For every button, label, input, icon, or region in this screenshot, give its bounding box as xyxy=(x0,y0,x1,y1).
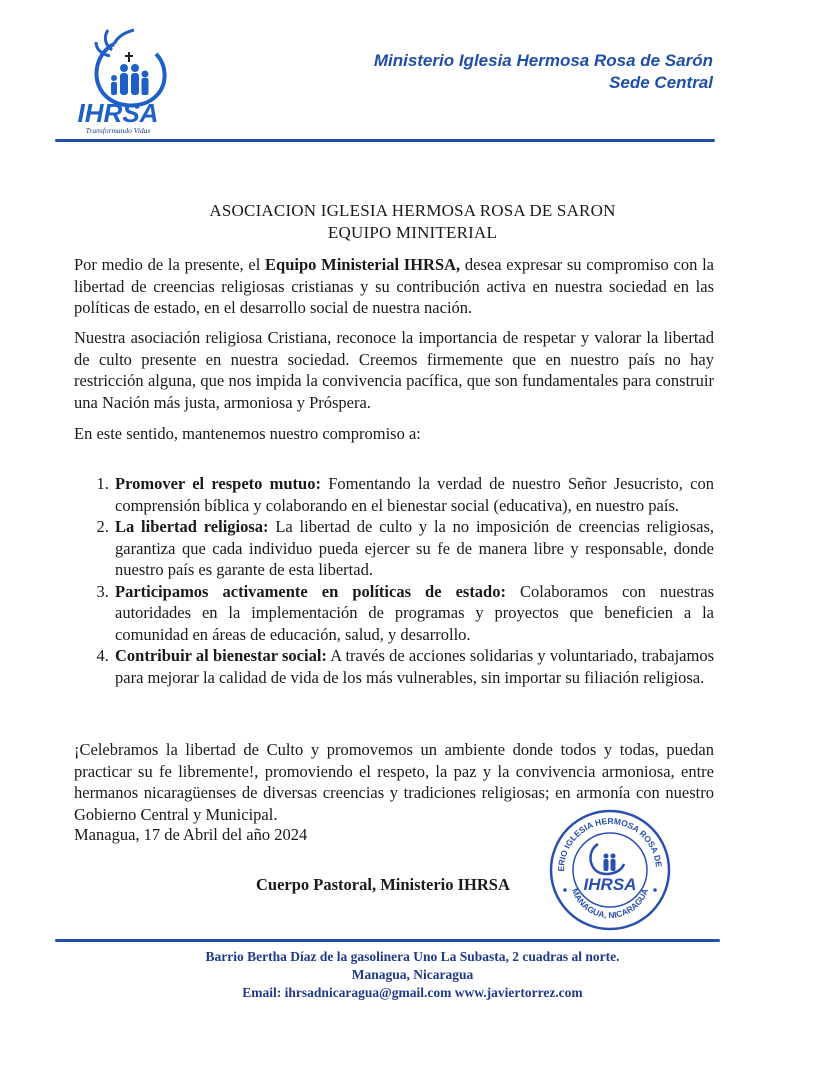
intro-text-end: desea expresar su compromiso con la libertad de creencias religiosas cristianas y su contribución activa en nuestra sociedad en las políticas de estado, en el desarrollo social de nuestra nación. xyxy=(74,255,714,317)
footer-contact xyxy=(0,984,825,1002)
commitment-title: Promover el respeto mutuo: xyxy=(115,474,321,493)
list-item xyxy=(113,581,714,646)
footer-email-label: Email: xyxy=(242,985,282,1000)
commitment-text: A través de acciones solidarias y voluntariado, trabajamos para mejorar la calidad de vida de los más vulnerables, sin importar su filiación religiosa. xyxy=(115,646,714,687)
document-date: Managua, 17 de Abril del año 2024 xyxy=(74,825,308,844)
list-item xyxy=(113,645,714,688)
commitment-text: Colaboramos con nuestras autoridades en la implementación de programas y proyectos que beneficien a la comunidad en áreas de educación, salud, y desarrollo. xyxy=(115,581,714,644)
ihrsa-logo xyxy=(74,24,194,136)
seal-center-text: IHRSA xyxy=(583,875,637,894)
header-headquarters: Sede Central xyxy=(609,73,713,92)
logo-tagline: Transformando Vidas xyxy=(85,126,151,135)
seal-top-text: ERIO IGLESIA HERMOSA ROSA DE xyxy=(555,815,664,872)
footer-website[interactable]: www.javiertorrez.com xyxy=(454,985,583,1000)
association-paragraph: Nuestra asociación religiosa Cristiana, reconoce la importancia de respetar y valorar la libertad de culto presente en nuestra sociedad. Creemos firmemente que en nuestro país no hay restricción alguna, que nos impida la convivencia pacífica, que son fundamentales para construir una Nación más justa, armoniosa y Próspera. xyxy=(74,328,714,412)
logo-emblem-icon xyxy=(74,24,194,136)
footer-city: Managua, Nicaragua xyxy=(351,967,474,982)
commitment-title: La libertad religiosa: xyxy=(115,517,269,536)
seal-bottom-text: MANAGUA, NICARAGUA xyxy=(569,886,651,921)
signature-line: Cuerpo Pastoral, Ministerio IHRSA xyxy=(256,875,510,894)
intro-text-start: Por medio de la presente, el xyxy=(74,255,266,274)
celebration-paragraph: ¡Celebramos la libertad de Culto y promovemos un ambiente donde todos y todas, puedan practicar su fe libremente!, promoviendo el respeto, la paz y la convivencia armoniosa, entre hermanos nicaragüenses de diversas creencias y tradiciones religiosas; en armonía con nuestro Gobierno Central y Municipal. xyxy=(74,740,714,824)
header-ministry-name: Ministerio Iglesia Hermosa Rosa de Sarón xyxy=(373,51,713,70)
list-item xyxy=(113,473,714,516)
title-association: ASOCIACION IGLESIA HERMOSA ROSA DE SARON xyxy=(209,201,616,220)
title-team: EQUIPO MINITERIAL xyxy=(327,223,498,242)
letterhead-header xyxy=(374,50,713,94)
commitments-list xyxy=(74,473,714,688)
commitment-text: Fomentando la verdad de nuestro Señor Jesucristo, con comprensión bíblica y colaborando en el bienestar social (educativa), en nuestro país. xyxy=(115,474,714,515)
commitment-intro: En este sentido, mantenemos nuestro compromiso a: xyxy=(74,424,421,443)
commitment-title: Contribuir al bienestar social: xyxy=(115,646,327,665)
list-item xyxy=(113,516,714,581)
intro-team-name: Equipo Ministerial IHRSA, xyxy=(265,255,461,274)
document-title xyxy=(0,200,825,244)
commitment-text: La libertad de culto y la no imposición de creencias religiosas, garantiza que cada individuo pueda ejercer su fe de manera libre y responsable, donde nuestro país es garante de esta libertad. xyxy=(115,517,715,579)
seal-stamp-icon xyxy=(548,808,672,932)
header-divider xyxy=(55,139,715,142)
letterhead-footer xyxy=(0,948,825,1002)
logo-text: IHRSA xyxy=(77,98,159,128)
footer-divider xyxy=(55,939,720,942)
footer-address: Barrio Bertha Díaz de la gasolinera Uno La Subasta, 2 cuadras al norte. xyxy=(205,949,620,964)
official-seal xyxy=(548,808,672,932)
footer-email[interactable]: ihrsadnicaragua@gmail.com xyxy=(284,985,452,1000)
intro-paragraph xyxy=(74,254,714,319)
commitment-title: Participamos activamente en políticas de estado: xyxy=(115,581,506,601)
